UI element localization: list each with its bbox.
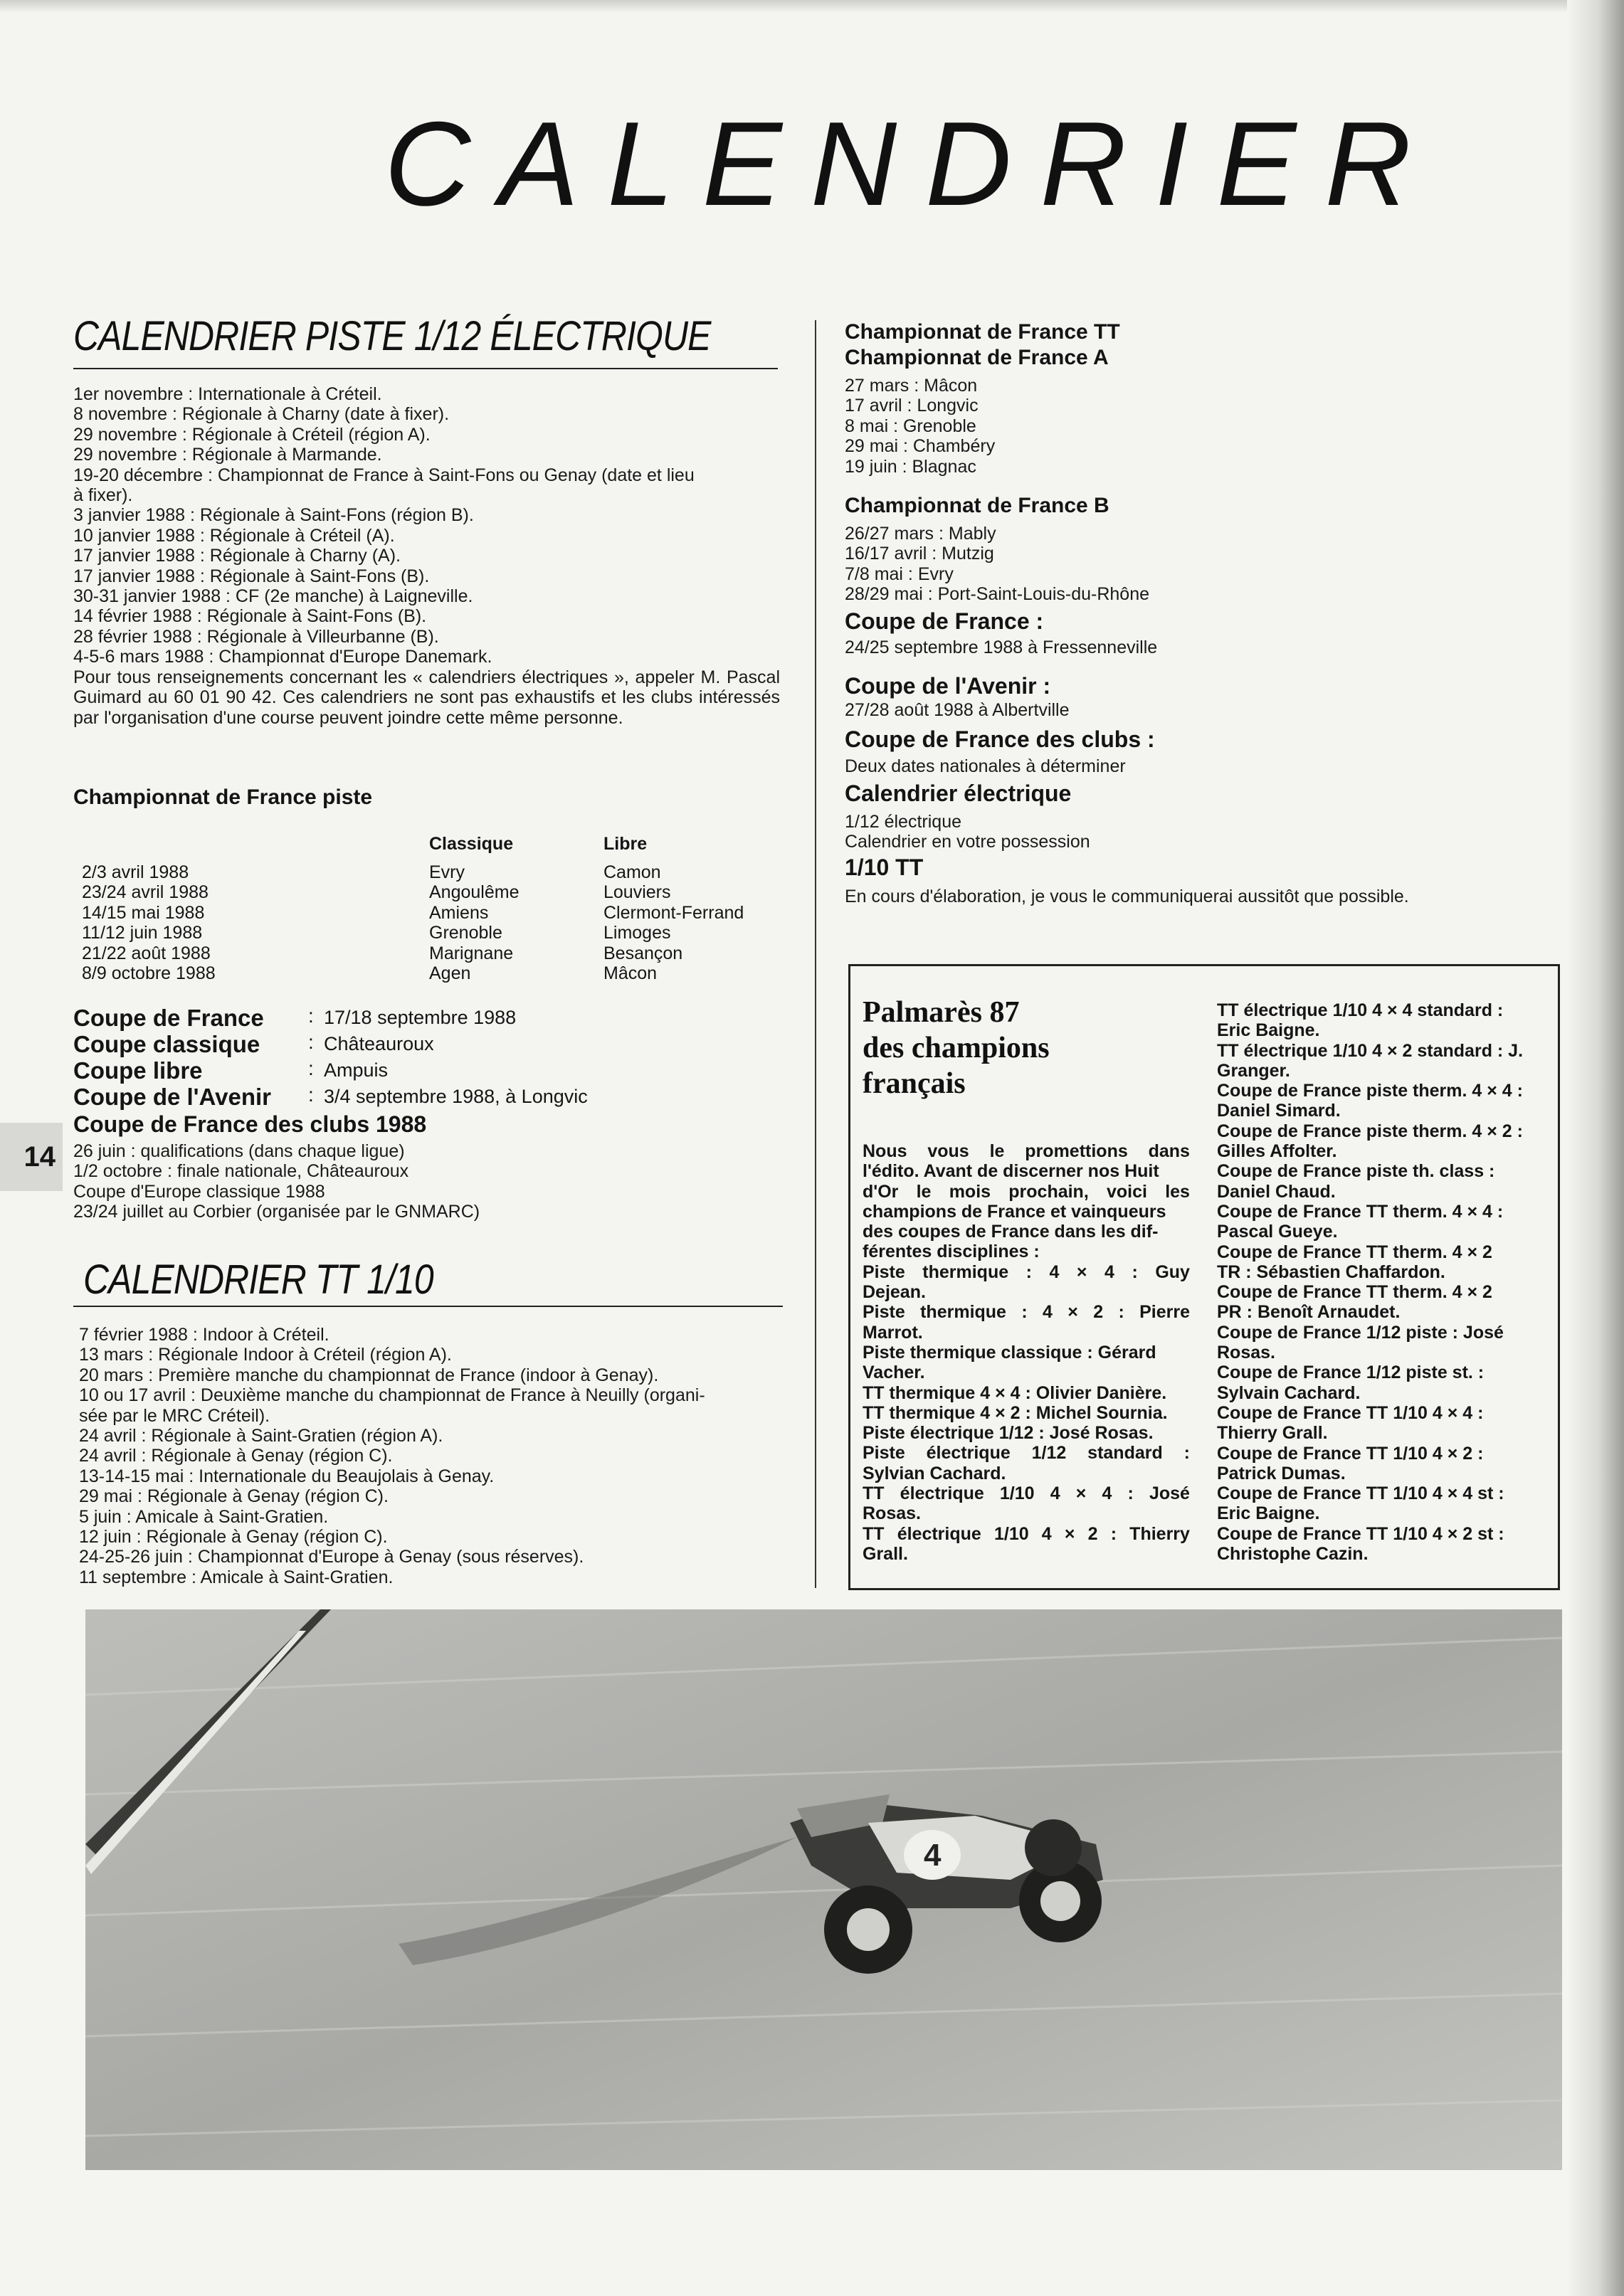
table-cell-date: 8/9 octobre 1988 bbox=[82, 963, 216, 983]
palmares-word: TT bbox=[863, 1523, 885, 1544]
palmares-line: Patrick Dumas. bbox=[1217, 1463, 1346, 1483]
coupe-colon: : bbox=[308, 1031, 314, 1053]
palmares-line bbox=[863, 1262, 1190, 1282]
coupe-value: Ampuis bbox=[324, 1059, 389, 1081]
table-cell-classique: Marignane bbox=[429, 943, 514, 963]
calendar-line: 17 janvier 1988 : Régionale à Charny (A). bbox=[73, 546, 401, 566]
palmares-word: standard bbox=[1087, 1443, 1163, 1464]
piste-title-rule bbox=[73, 368, 778, 369]
palmares-word: les bbox=[1165, 1181, 1190, 1202]
calendar-line: 30-31 janvier 1988 : CF (2e manche) à Laigneville. bbox=[73, 586, 473, 607]
calendar-line: 16/17 avril : Mutzig bbox=[845, 544, 994, 564]
palmares-line: TT thermique 4 × 4 : Olivier Danière. bbox=[863, 1382, 1167, 1403]
coupe-label: Coupe classique bbox=[73, 1031, 260, 1057]
calendar-line: 26/27 mars : Mably bbox=[845, 524, 996, 544]
table-cell-libre: Limoges bbox=[603, 923, 671, 943]
coupe-clubs-heading: Coupe de France des clubs 1988 bbox=[73, 1111, 427, 1137]
palmares-line: TT thermique 4 × 2 : Michel Sournia. bbox=[863, 1402, 1168, 1423]
palmares-word: : bbox=[1021, 1302, 1028, 1323]
palmares-line bbox=[863, 1524, 1190, 1544]
palmares-word: José bbox=[1149, 1483, 1190, 1504]
table-cell-date: 2/3 avril 1988 bbox=[82, 862, 189, 882]
calendar-line: 7/8 mai : Evry bbox=[845, 564, 954, 584]
page-number: 14 bbox=[0, 1123, 63, 1191]
palmares-word: 4 bbox=[1041, 1523, 1052, 1544]
palmares-word: dans bbox=[1148, 1141, 1190, 1161]
palmares-line: Pascal Gueye. bbox=[1217, 1222, 1338, 1242]
calendar-line: 24 avril : Régionale à Genay (région C). bbox=[79, 1446, 393, 1466]
palmares-word: : bbox=[1132, 1261, 1138, 1282]
calendrier-electrique-list bbox=[845, 812, 1090, 852]
calendar-line: 8 novembre : Régionale à Charny (date à fixer). bbox=[73, 404, 450, 425]
palmares-line: Coupe de France TT 1/10 4 × 4 : bbox=[1217, 1402, 1484, 1423]
palmares-title bbox=[863, 995, 1050, 1101]
palmares-line: Coupe de France TT 1/10 4 × 2 : bbox=[1217, 1443, 1484, 1464]
calendar-line: 10 janvier 1988 : Régionale à Créteil (A). bbox=[73, 525, 395, 546]
palmares-word: promettions bbox=[1025, 1141, 1128, 1161]
calendar-line: 1er novembre : Internationale à Créteil. bbox=[73, 384, 382, 404]
calendar-line: 1/12 électrique bbox=[845, 812, 962, 832]
palmares-word: 1/12 bbox=[1031, 1443, 1067, 1464]
palmares-word: × bbox=[1076, 1261, 1087, 1282]
palmares-word: : bbox=[1183, 1443, 1190, 1464]
calendar-line: 20 mars : Première manche du championnat de France (indoor à Genay). bbox=[79, 1365, 659, 1385]
table-cell-libre: Louviers bbox=[603, 882, 671, 903]
page-title: CALENDRIER bbox=[384, 97, 1440, 231]
palmares-word: thermique bbox=[920, 1302, 1006, 1323]
palmares-word: 2 bbox=[1093, 1302, 1104, 1323]
palmares-word: 4 bbox=[1104, 1261, 1114, 1282]
calendar-line: 28/29 mai : Port-Saint-Louis-du-Rhône bbox=[845, 584, 1150, 605]
palmares-line: Rosas. bbox=[863, 1503, 921, 1524]
table-cell-libre: Camon bbox=[603, 862, 661, 882]
palmares-line: Coupe de France TT 1/10 4 × 4 st : bbox=[1217, 1483, 1504, 1504]
calendar-line: 3 janvier 1988 : Régionale à Saint-Fons (région B). bbox=[73, 505, 474, 526]
palmares-line bbox=[863, 1302, 1190, 1322]
calendar-line: 29 mai : Régionale à Genay (région C). bbox=[79, 1486, 389, 1507]
championnat-tt-heading: Championnat de France TT bbox=[845, 320, 1120, 344]
car-number: 4 bbox=[924, 1838, 942, 1873]
palmares-line bbox=[863, 1141, 1190, 1161]
palmares-line: PR : Benoît Arnaudet. bbox=[1217, 1302, 1401, 1323]
table-cell-classique: Evry bbox=[429, 862, 465, 882]
palmares-word: 4 bbox=[1049, 1261, 1060, 1282]
palmares-line: l'édito. Avant de discerner nos Huit bbox=[863, 1161, 1159, 1182]
table-cell-classique: Agen bbox=[429, 963, 471, 983]
palmares-line: champions de France et vainqueurs bbox=[863, 1201, 1166, 1222]
col-header-libre: Libre bbox=[603, 834, 648, 854]
palmares-word: prochain, bbox=[1008, 1181, 1089, 1202]
page-top-shadow bbox=[0, 0, 1624, 13]
palmares-word: Pierre bbox=[1139, 1302, 1190, 1323]
championnat-a-list bbox=[845, 376, 995, 477]
palmares-word: d'Or bbox=[863, 1181, 899, 1202]
palmares-word: le bbox=[989, 1141, 1005, 1161]
coupe-label: Coupe libre bbox=[73, 1057, 203, 1084]
palmares-word: Nous bbox=[863, 1141, 907, 1161]
palmares-line bbox=[863, 1182, 1190, 1202]
palmares-line: Thierry Grall. bbox=[1217, 1423, 1328, 1444]
palmares-word: : bbox=[1118, 1302, 1124, 1323]
palmares-word: Piste bbox=[863, 1261, 905, 1282]
palmares-word: 4 bbox=[1050, 1483, 1060, 1504]
calendrier-electrique-heading: Calendrier électrique bbox=[845, 781, 1072, 806]
coupe-clubs-list bbox=[73, 1141, 480, 1222]
palmares-word: × bbox=[1075, 1483, 1087, 1504]
calendar-line: 13 mars : Régionale Indoor à Créteil (région A). bbox=[79, 1345, 452, 1365]
palmares-line: Eric Baigne. bbox=[1217, 1020, 1320, 1041]
calendar-line: 17 janvier 1988 : Régionale à Saint-Fons (B). bbox=[73, 566, 430, 586]
calendar-line: 29 mai : Chambéry bbox=[845, 436, 996, 457]
calendar-line: 27 mars : Mâcon bbox=[845, 376, 978, 396]
palmares-word: électrique bbox=[926, 1443, 1011, 1464]
calendar-line: 10 ou 17 avril : Deuxième manche du championnat de France à Neuilly (organi- bbox=[79, 1385, 705, 1406]
calendar-line: 12 juin : Régionale à Genay (région C). bbox=[79, 1527, 388, 1548]
palmares-word: mois bbox=[949, 1181, 991, 1202]
calendar-line: 7 février 1988 : Indoor à Créteil. bbox=[79, 1325, 329, 1345]
calendar-line: 24-25-26 juin : Championnat d'Europe à Genay (sous réserves). bbox=[79, 1547, 584, 1567]
table-cell-libre: Clermont-Ferrand bbox=[603, 902, 744, 923]
coupe-colon: : bbox=[308, 1084, 314, 1106]
palmares-line: Vacher. bbox=[863, 1363, 925, 1383]
calendar-line: 13-14-15 mai : Internationale du Beaujolais à Genay. bbox=[79, 1466, 495, 1486]
palmares-right-column bbox=[1217, 1000, 1551, 1564]
palmares-line: Coupe de France TT 1/10 4 × 2 st : bbox=[1217, 1523, 1504, 1544]
palmares-word: × bbox=[1064, 1523, 1075, 1544]
calendar-line: 14 février 1988 : Régionale à Saint-Fons (B). bbox=[73, 606, 427, 627]
palmares-title-line-1: Palmarès 87 bbox=[863, 996, 1020, 1029]
table-cell-date: 11/12 juin 1988 bbox=[82, 923, 203, 943]
calendar-line: Coupe d'Europe classique 1988 bbox=[73, 1181, 325, 1202]
calendar-line: 28 février 1988 : Régionale à Villeurbanne (B). bbox=[73, 626, 439, 647]
coupe-label: Coupe de France bbox=[73, 1005, 264, 1031]
palmares-word: Piste bbox=[863, 1443, 905, 1464]
table-cell-classique: Amiens bbox=[429, 902, 489, 923]
palmares-line: Granger. bbox=[1217, 1060, 1290, 1081]
palmares-word: Guy bbox=[1155, 1261, 1190, 1282]
palmares-line: férentes disciplines : bbox=[863, 1242, 1040, 1262]
palmares-word: : bbox=[1127, 1483, 1134, 1504]
championnat-b-heading: Championnat de France B bbox=[845, 494, 1109, 517]
palmares-word: Piste bbox=[863, 1302, 905, 1323]
palmares-line: Daniel Simard. bbox=[1217, 1101, 1341, 1121]
coupe-avenir-tt-heading: Coupe de l'Avenir : bbox=[845, 673, 1051, 699]
page-edge-shadow bbox=[1567, 0, 1624, 2296]
coupe-clubs-tt-heading: Coupe de France des clubs : bbox=[845, 726, 1155, 752]
palmares-word: 4 bbox=[1102, 1483, 1112, 1504]
palmares-line: Coupe de France 1/12 piste st. : bbox=[1217, 1363, 1485, 1383]
palmares-word: 2 bbox=[1087, 1523, 1098, 1544]
palmares-line: TT électrique 1/10 4 × 4 standard : bbox=[1217, 1000, 1504, 1020]
palmares-word: : bbox=[1025, 1261, 1032, 1282]
tt110-heading: 1/10 TT bbox=[845, 855, 924, 880]
calendar-line: 8 mai : Grenoble bbox=[845, 416, 976, 436]
palmares-title-line-2: des champions bbox=[863, 1032, 1050, 1064]
palmares-word: 1/10 bbox=[993, 1523, 1029, 1544]
palmares-word: vous bbox=[927, 1141, 969, 1161]
calendar-line: 17 avril : Longvic bbox=[845, 396, 979, 416]
tt-section-title: CALENDRIER TT 1/10 bbox=[83, 1257, 433, 1303]
palmares-word: TT bbox=[863, 1483, 885, 1504]
palmares-line: Coupe de France TT therm. 4 × 4 : bbox=[1217, 1201, 1504, 1222]
calendar-line: sée par le MRC Créteil). bbox=[79, 1405, 270, 1426]
championnat-a-heading: Championnat de France A bbox=[845, 346, 1109, 369]
piste-calendar-list bbox=[73, 384, 778, 667]
calendar-line: 1/2 octobre : finale nationale, Châteauroux bbox=[73, 1161, 409, 1182]
palmares-line: TR : Sébastien Chaffardon. bbox=[1217, 1261, 1445, 1282]
table-cell-classique: Grenoble bbox=[429, 923, 502, 943]
championnat-piste-heading: Championnat de France piste bbox=[73, 785, 373, 809]
race-car-photo bbox=[85, 1609, 1562, 2170]
race-car-illustration bbox=[85, 1609, 1562, 2170]
coupe-value: Châteauroux bbox=[324, 1033, 434, 1054]
palmares-line: Grall. bbox=[863, 1543, 908, 1564]
calendar-line: 4-5-6 mars 1988 : Championnat d'Europe Danemark. bbox=[73, 647, 492, 667]
calendar-line: 29 novembre : Régionale à Marmande. bbox=[73, 445, 382, 465]
palmares-line: Dejean. bbox=[863, 1282, 926, 1303]
championnat-b-list bbox=[845, 524, 1149, 605]
palmares-line: Sylvian Cachard. bbox=[863, 1463, 1006, 1483]
palmares-line: Daniel Chaud. bbox=[1217, 1181, 1336, 1202]
coupe-france-tt-line: 24/25 septembre 1988 à Fressenneville bbox=[845, 638, 1158, 657]
palmares-word: thermique bbox=[922, 1261, 1009, 1282]
palmares-line: Sylvain Cachard. bbox=[1217, 1382, 1361, 1403]
palmares-line: Piste thermique classique : Gérard bbox=[863, 1342, 1156, 1363]
coupe-value: 3/4 septembre 1988, à Longvic bbox=[324, 1086, 588, 1107]
table-cell-date: 23/24 avril 1988 bbox=[82, 882, 209, 903]
palmares-word: : bbox=[1110, 1523, 1117, 1544]
coupe-colon: : bbox=[308, 1005, 314, 1027]
calendar-line: 26 juin : qualifications (dans chaque ligue) bbox=[73, 1141, 405, 1161]
coupe-avenir-tt-line: 27/28 août 1988 à Albertville bbox=[845, 700, 1070, 720]
calendar-line: 11 septembre : Amicale à Saint-Gratien. bbox=[79, 1567, 394, 1587]
palmares-word: voici bbox=[1107, 1181, 1147, 1202]
palmares-word: électrique bbox=[897, 1523, 981, 1544]
table-cell-date: 21/22 août 1988 bbox=[82, 943, 211, 963]
calendar-line: 5 juin : Amicale à Saint-Gratien. bbox=[79, 1506, 329, 1527]
palmares-line: Marrot. bbox=[863, 1322, 923, 1343]
coupe-value: 17/18 septembre 1988 bbox=[324, 1007, 517, 1028]
palmares-line: Coupe de France TT therm. 4 × 2 bbox=[1217, 1282, 1492, 1303]
table-cell-classique: Angoulême bbox=[429, 882, 520, 903]
column-divider bbox=[815, 320, 816, 1588]
palmares-line: Gilles Affolter. bbox=[1217, 1141, 1337, 1162]
palmares-word: 1/10 bbox=[999, 1483, 1035, 1504]
palmares-word: 4 bbox=[1042, 1302, 1053, 1323]
palmares-line: Eric Baigne. bbox=[1217, 1503, 1320, 1524]
palmares-line: Coupe de France piste therm. 4 × 4 : bbox=[1217, 1081, 1523, 1101]
piste-note: Pour tous renseignements concernant les « calendriers électriques », appeler M. Pascal Guimard au 60 01 90 42. Ces calendriers ne sont pas exhaustifs et les clubs intéressés par l'organisation d'une course peuvent joindre cette même personne. bbox=[73, 667, 780, 728]
palmares-word: Thierry bbox=[1129, 1523, 1190, 1544]
coupe-label: Coupe de l'Avenir bbox=[73, 1084, 272, 1110]
calendar-line: 24 avril : Régionale à Saint-Gratien (région A). bbox=[79, 1426, 443, 1446]
palmares-left-column bbox=[863, 1141, 1190, 1564]
coupe-france-tt-heading: Coupe de France : bbox=[845, 608, 1044, 634]
calendar-line: à fixer). bbox=[73, 485, 133, 506]
coupe-clubs-tt-line: Deux dates nationales à déterminer bbox=[845, 756, 1126, 776]
palmares-word: électrique bbox=[900, 1483, 984, 1504]
palmares-line: Christophe Cazin. bbox=[1217, 1544, 1369, 1565]
palmares-line: TT électrique 1/10 4 × 2 standard : J. bbox=[1217, 1040, 1524, 1061]
palmares-line bbox=[863, 1443, 1190, 1463]
palmares-word: le bbox=[916, 1181, 932, 1202]
palmares-line: Rosas. bbox=[1217, 1343, 1275, 1363]
calendar-line: 23/24 juillet au Corbier (organisée par le GNMARC) bbox=[73, 1202, 480, 1222]
palmares-line: des coupes de France dans les dif- bbox=[863, 1222, 1159, 1242]
tt-title-rule bbox=[73, 1306, 783, 1307]
palmares-line bbox=[863, 1483, 1190, 1503]
palmares-title-line-3: français bbox=[863, 1067, 966, 1100]
calendar-line: Calendrier en votre possession bbox=[845, 832, 1090, 852]
palmares-line: Coupe de France piste th. class : bbox=[1217, 1161, 1495, 1182]
calendar-line: 19 juin : Blagnac bbox=[845, 456, 976, 477]
piste-section-title: CALENDRIER PISTE 1/12 ÉLECTRIQUE bbox=[73, 313, 711, 359]
table-cell-date: 14/15 mai 1988 bbox=[82, 902, 205, 923]
tt-calendar-list bbox=[79, 1325, 705, 1587]
palmares-word: × bbox=[1067, 1302, 1078, 1323]
palmares-line: Coupe de France 1/12 piste : José bbox=[1217, 1322, 1504, 1343]
coupe-colon: : bbox=[308, 1057, 314, 1079]
calendar-line: 29 novembre : Régionale à Créteil (région A). bbox=[73, 424, 431, 445]
palmares-line: Piste électrique 1/12 : José Rosas. bbox=[863, 1423, 1154, 1444]
palmares-line: Coupe de France piste therm. 4 × 2 : bbox=[1217, 1121, 1523, 1141]
col-header-classique: Classique bbox=[429, 834, 514, 854]
calendar-line: 19-20 décembre : Championnat de France à Saint-Fons ou Genay (date et lieu bbox=[73, 465, 695, 485]
palmares-line: Coupe de France TT therm. 4 × 2 bbox=[1217, 1242, 1492, 1262]
table-cell-libre: Besançon bbox=[603, 943, 683, 963]
tt110-line: En cours d'élaboration, je vous le communiquerai aussitôt que possible. bbox=[845, 887, 1409, 906]
table-cell-libre: Mâcon bbox=[603, 963, 658, 983]
